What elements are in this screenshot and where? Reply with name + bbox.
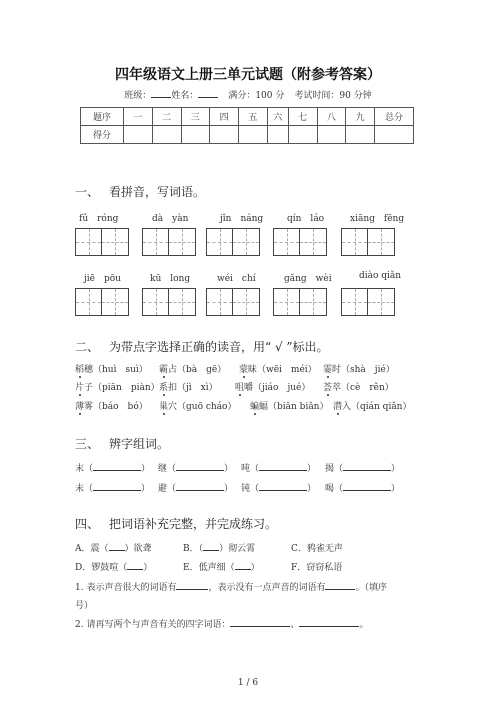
section-title: 把词语补充完整，并完成练习。: [109, 517, 278, 531]
page-number: 1 / 6: [237, 678, 259, 688]
reading-item[interactable]: 咀嚼（jiáo jué）: [235, 380, 310, 393]
reading-item[interactable]: 潜入（qián qiǎn）: [333, 399, 411, 412]
table-cell: 三: [181, 108, 210, 126]
score-cell[interactable]: [124, 126, 153, 144]
pinyin: diào qiǎn: [359, 271, 402, 281]
option-e: E．低声细（ ）: [183, 563, 260, 573]
score-cell[interactable]: [288, 126, 317, 144]
section-4-heading: [75, 515, 277, 532]
score-header-row: [81, 108, 414, 126]
option-d: D．锣鼓喧（ ）: [75, 563, 153, 573]
reading-item[interactable]: 巢穴（guō cháo）: [159, 399, 236, 412]
option-b: B．（ ）彻云霄: [183, 544, 256, 554]
table-cell: 五: [239, 108, 268, 126]
reading-item[interactable]: 片子（piān piàn）: [75, 380, 160, 393]
writing-box[interactable]: [206, 228, 260, 256]
answer-blank[interactable]: [230, 618, 290, 627]
pinyin: dà yàn: [152, 214, 189, 224]
writing-box[interactable]: [206, 288, 260, 316]
section-number: 四、: [75, 517, 100, 531]
table-cell: 九: [346, 108, 375, 126]
answer-blank[interactable]: [176, 462, 224, 471]
reading-item[interactable]: 蝙蝠（biān biǎn）: [250, 399, 328, 412]
question-1: 1. 表示声音很大的词语有 ，表示没有一点声音的词语有 。（填序: [75, 583, 387, 593]
score-cell[interactable]: [181, 126, 210, 144]
answer-blank[interactable]: [259, 462, 307, 471]
writing-box[interactable]: [273, 228, 327, 256]
reading-item[interactable]: 荟萃（cè rěn）: [323, 380, 394, 393]
question-2: 2. 请再写两个与声音有关的四字词语： 、 。: [75, 620, 369, 630]
option-f: F．窃窃私语: [291, 563, 343, 573]
writing-box[interactable]: [142, 288, 196, 316]
answer-blank[interactable]: [93, 482, 141, 491]
pinyin: kū long: [150, 274, 191, 284]
table-cell: 七: [288, 108, 317, 126]
word-group-item: 末（ ）: [75, 464, 151, 474]
name-label: 姓名：: [171, 91, 199, 101]
reading-item[interactable]: 稻穗（huì suì）: [75, 362, 148, 375]
reading-item[interactable]: 薄雾（báo bó）: [75, 399, 148, 412]
pinyin: xiāng fēng: [350, 214, 405, 224]
table-cell: 总分: [375, 108, 414, 126]
word-group-item: 喝（ ）: [325, 484, 401, 494]
class-blank[interactable]: [151, 89, 171, 98]
word-group-item: 揭（ ）: [325, 464, 401, 474]
pinyin: jǐn náng: [220, 214, 264, 224]
answer-blank[interactable]: [109, 542, 125, 551]
table-cell: 一: [124, 108, 153, 126]
section-number: 二、: [75, 340, 100, 354]
score-cell[interactable]: [317, 126, 346, 144]
score-cell[interactable]: [152, 126, 181, 144]
question-1-cont: 号）: [75, 601, 94, 611]
name-blank[interactable]: [198, 89, 218, 98]
reading-item[interactable]: 霎时（shà jié）: [323, 362, 395, 375]
answer-blank[interactable]: [93, 462, 141, 471]
table-cell: 六: [267, 108, 288, 126]
option-c: C．鸦雀无声: [291, 544, 343, 554]
table-cell: 题序: [81, 108, 124, 126]
pinyin: qín láo: [287, 214, 325, 224]
section-3-heading: [75, 435, 169, 452]
word-group-item: 钝（ ）: [241, 484, 317, 494]
score-cell[interactable]: [239, 126, 268, 144]
answer-blank[interactable]: [343, 462, 391, 471]
writing-box[interactable]: [273, 288, 327, 316]
score-cell[interactable]: [267, 126, 288, 144]
word-group-item: 吨（ ）: [241, 464, 317, 474]
answer-blank[interactable]: [325, 581, 355, 590]
section-1-heading: [75, 183, 205, 200]
exam-info: [0, 88, 496, 101]
word-group-item: 避（ ）: [158, 484, 234, 494]
section-number: 三、: [75, 437, 100, 451]
section-title: 为带点字选择正确的读音，用“ √ ”标出。: [109, 340, 329, 354]
score-value-row: [81, 126, 414, 144]
option-a: A．震（ ）欲聋: [75, 544, 152, 554]
section-title: 看拼音，写词语。: [109, 185, 206, 199]
pinyin: wéi chí: [217, 274, 256, 284]
class-label: 班级：: [124, 91, 152, 101]
table-cell: 二: [152, 108, 181, 126]
answer-blank[interactable]: [176, 482, 224, 491]
table-cell: 得分: [81, 126, 124, 144]
writing-box[interactable]: [142, 228, 196, 256]
table-cell: 八: [317, 108, 346, 126]
writing-box[interactable]: [341, 228, 395, 256]
time-label: 考试时间：90 分钟: [294, 91, 372, 101]
answer-blank[interactable]: [259, 482, 307, 491]
reading-item[interactable]: 霸占（bà gē）: [159, 362, 226, 375]
word-group-item: 未（ ）: [75, 484, 151, 494]
answer-blank[interactable]: [343, 482, 391, 491]
reading-item[interactable]: 蒙昧（wēi méi）: [239, 362, 317, 375]
score-cell[interactable]: [346, 126, 375, 144]
section-2-heading: [75, 338, 329, 355]
answer-blank[interactable]: [127, 561, 143, 570]
pinyin: jiē pōu: [84, 274, 121, 284]
score-cell[interactable]: [210, 126, 239, 144]
pinyin: fǔ róng: [79, 214, 119, 224]
score-table: [80, 107, 414, 144]
writing-box[interactable]: [75, 228, 129, 256]
answer-blank[interactable]: [299, 618, 359, 627]
score-cell[interactable]: [375, 126, 414, 144]
writing-box[interactable]: [341, 288, 395, 316]
score-label: 满分：100 分: [228, 91, 285, 101]
writing-box[interactable]: [75, 288, 129, 316]
answer-blank[interactable]: [176, 581, 208, 590]
word-group-item: 继（ ）: [158, 464, 234, 474]
section-title: 辨字组词。: [109, 437, 170, 451]
page-title: 四年级语文上册三单元试题（附参考答案）: [115, 67, 381, 83]
pinyin: gǎng wèi: [284, 274, 332, 284]
answer-blank[interactable]: [203, 542, 219, 551]
reading-item[interactable]: 系扣（jì xì）: [159, 380, 218, 393]
answer-blank[interactable]: [235, 561, 251, 570]
section-number: 一、: [75, 185, 100, 199]
table-cell: 四: [210, 108, 239, 126]
